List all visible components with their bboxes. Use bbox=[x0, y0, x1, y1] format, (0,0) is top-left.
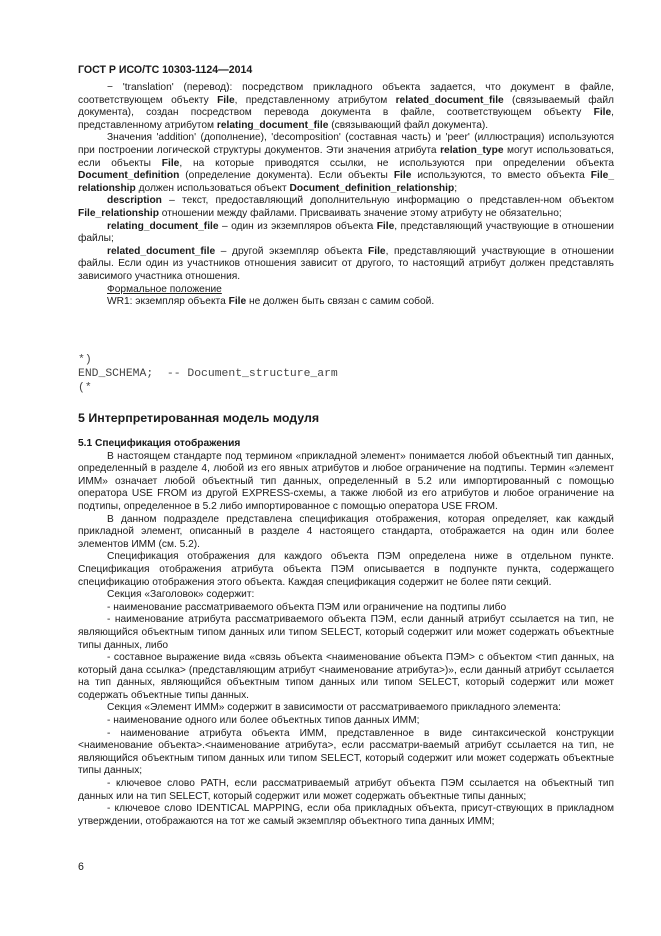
wr1-rule: WR1: экземпляр объекта File не должен быть связан с самим собой. bbox=[107, 296, 435, 308]
section-title: 5 Интерпретированная модель модуля bbox=[78, 411, 320, 425]
page-number: 6 bbox=[78, 861, 84, 873]
paragraph: Секция «Заголовок» содержит: bbox=[107, 589, 255, 601]
list-item: - наименование одного или более объектных типов данных ИММ; bbox=[107, 715, 420, 727]
formal-heading: Формальное положение bbox=[107, 283, 222, 295]
list-item: - наименование атрибута рассматриваемого объекта ПЭМ, если данный атрибут ссылается на тип, не являющийся объектным типом данных или типом SELECT, который содержит или может содержать объектные типы данных, либо bbox=[78, 614, 614, 651]
top-block bbox=[78, 82, 614, 309]
list-item: - ключевое слово PATH, если рассматриваемый атрибут объекта ПЭМ ссылается на объектный тип данных или на тип SELECT, который содержит или может содержать объектные типы данных; bbox=[78, 778, 614, 802]
subsection-title: 5.1 Спецификация отображения bbox=[78, 438, 241, 449]
list-item: - наименование атрибута объекта ИММ, представленное в виде синтаксической конструкции <наименование объекта>.<наименование атрибута>, если рассматри-ваемый атрибут ссылается на тип, не являющийся объектным типом данных или типом SELECT, который содержит или может содержать объектные типы данных; bbox=[78, 727, 614, 777]
paragraph: В настоящем стандарте под термином «прикладной элемент» понимается любой объектный тип данных, определенный в разделе 4, любой из его явных атрибутов и любое ограничение на подтипы. Термин «элемент ИММ» означает любой объектный тип данных, определенный в 5.2 или импортированный с помощью оператора USE FROM из другой EXPRESS-схемы, а также любой из его атрибутов и любое ограничение на подтипы, определенное в 5.2 либо импортированное с помощью оператора USE FROM. bbox=[78, 450, 614, 512]
related-paragraph: related_document_file – другой экземпляр объекта File, представляющий участвующие в отношении файлы. Если один из участников отношения зависит от другого, то настоящий атрибут должен представлять зависимого участника отношения. bbox=[78, 245, 614, 282]
code-line: *) bbox=[78, 354, 92, 366]
list-item: - составное выражение вида «связь объекта <наименование объекта ПЭМ> с объектом <тип данных, на который дана ссылка> (представляющим атрибут <наименование атрибута>)», если данный атрибут ссылается на тип данных, являющийся объектным типом данных или типом SELECT, который содержит или может содержать объектные типы данных. bbox=[78, 652, 614, 701]
paragraph: Спецификация отображения для каждого объекта ПЭМ определена ниже в отдельном пункте. Спецификация отображения атрибута объекта ПЭМ описывается в подпункте пункта, содержащего спецификацию отображения этого объекта. Каждая спецификация содержит не более пяти секций. bbox=[78, 551, 614, 588]
list-item: - наименование рассматриваемого объекта ПЭМ или ограничение на подтипы либо bbox=[107, 601, 507, 613]
section-5 bbox=[78, 411, 614, 828]
code-line: END_SCHEMA; -- Document_structure_arm bbox=[78, 367, 338, 380]
values-paragraph: Значения 'addition' (дополнение), 'decomposition' (составная часть) и 'peer' (иллюстрация) используются при построении логической структуры документов. Эти значения атрибута relation_type могут использоваться, если объекты File, на которые приводятся ссылки, не используются при определении объекта Document_definition (определение документа). Если объекты File используются, то вместо объекта File_ relationship должен использоваться объект Document_definition_relationship; bbox=[78, 132, 615, 194]
express-code bbox=[78, 354, 614, 395]
relating-paragraph: relating_document_file – один из экземпляров объекта File, представляющий участвующие в отношении файлы; bbox=[78, 220, 614, 245]
translation-paragraph: − 'translation' (перевод): посредством прикладного объекта задается, что документ в файле, соответствующем объекту File, представленному атрибутом related_document_file (связываемый файл документа), создан посредством перевода документа в файле, соответствующем объекту File, представленному атрибутом relating_document_file (связывающий файл документа). bbox=[78, 82, 614, 131]
paragraph: В данном подразделе представлена спецификация отображения, которая определяет, как каждый прикладной элемент, описанный в разделе 4 настоящего стандарта, отображается на один или более элементов ИММ (см. 5.2). bbox=[78, 513, 614, 550]
list-item: - ключевое слово IDENTICAL MAPPING, если оба прикладных объекта, присут-ствующих в прикладном утверждении, отображаются на тот же самый экземпляр объектного типа данных ИММ; bbox=[78, 803, 614, 827]
description-paragraph: description – текст, предоставляющий дополнительную информацию о представлен-ном объектом File_relationship отношении между файлами. Присваивать значение этому атрибуту не обязательно; bbox=[78, 195, 614, 219]
document-header: ГОСТ Р ИСО/ТС 10303-1124—2014 bbox=[78, 64, 253, 76]
code-line: (* bbox=[78, 381, 92, 394]
paragraph: Секция «Элемент ИММ» содержит в зависимости от рассматриваемого прикладного элемента: bbox=[107, 702, 561, 714]
